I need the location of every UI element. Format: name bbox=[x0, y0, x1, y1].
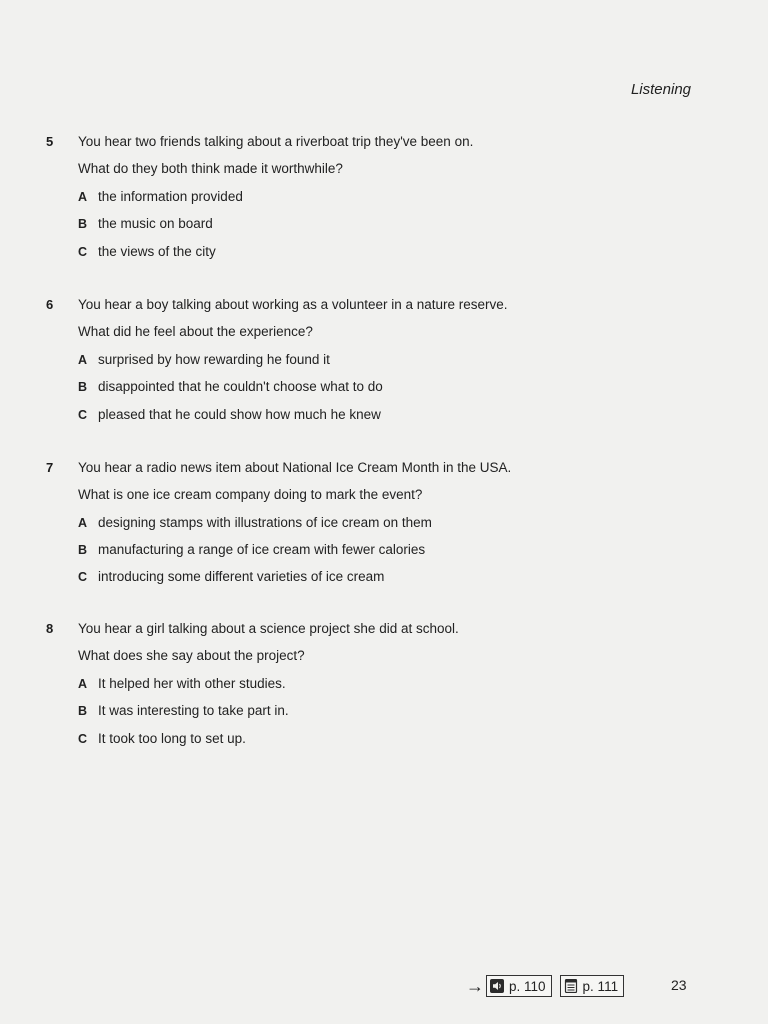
option-text: designing stamps with illustrations of ice cream on them bbox=[98, 515, 432, 530]
question-number: 8 bbox=[46, 621, 54, 636]
question-prompt: What is one ice cream company doing to mark the event? bbox=[78, 487, 423, 502]
notes-reference[interactable] bbox=[560, 975, 625, 997]
option-b[interactable] bbox=[78, 702, 289, 720]
option-text: the information provided bbox=[98, 189, 243, 204]
question-prompt: What do they both think made it worthwhile? bbox=[78, 161, 343, 176]
option-a[interactable] bbox=[78, 675, 286, 693]
option-text: the music on board bbox=[98, 216, 213, 231]
question-number: 6 bbox=[46, 297, 54, 312]
page-number: 23 bbox=[671, 977, 687, 993]
option-letter: B bbox=[78, 217, 88, 231]
option-letter: A bbox=[78, 516, 88, 530]
option-c[interactable] bbox=[78, 406, 381, 424]
option-letter: C bbox=[78, 732, 88, 746]
question-stem: You hear a boy talking about working as a volunteer in a nature reserve. bbox=[78, 297, 508, 312]
notebook-icon bbox=[564, 979, 578, 993]
arrow-right-icon: → bbox=[466, 976, 484, 996]
question-number: 7 bbox=[46, 460, 54, 475]
reference-label: p. 110 bbox=[509, 978, 546, 994]
option-letter: B bbox=[78, 380, 88, 394]
speaker-icon bbox=[490, 979, 504, 993]
audioscript-reference[interactable] bbox=[486, 975, 552, 997]
option-text: disappointed that he couldn't choose what to do bbox=[98, 379, 383, 394]
option-text: It took too long to set up. bbox=[98, 731, 246, 746]
option-a[interactable] bbox=[78, 188, 243, 206]
question-stem: You hear a girl talking about a science project she did at school. bbox=[78, 621, 459, 636]
option-text: manufacturing a range of ice cream with fewer calories bbox=[98, 542, 426, 557]
option-c[interactable] bbox=[78, 730, 246, 748]
option-letter: C bbox=[78, 570, 88, 584]
page-references bbox=[466, 974, 632, 998]
option-letter: C bbox=[78, 245, 88, 259]
option-b[interactable] bbox=[78, 541, 425, 559]
question-prompt: What does she say about the project? bbox=[78, 648, 305, 663]
option-a[interactable] bbox=[78, 351, 330, 369]
option-letter: B bbox=[78, 543, 88, 557]
option-letter: A bbox=[78, 677, 88, 691]
reference-label: p. 111 bbox=[582, 978, 619, 994]
question-stem: You hear two friends talking about a riverboat trip they've been on. bbox=[78, 134, 474, 149]
option-text: the views of the city bbox=[98, 244, 216, 259]
question-prompt: What did he feel about the experience? bbox=[78, 324, 313, 339]
question-stem: You hear a radio news item about National Ice Cream Month in the USA. bbox=[78, 460, 512, 475]
option-letter: C bbox=[78, 408, 88, 422]
option-a[interactable] bbox=[78, 514, 432, 532]
option-c[interactable] bbox=[78, 568, 384, 586]
option-letter: A bbox=[78, 353, 88, 367]
section-title: Listening bbox=[630, 81, 691, 98]
option-text: pleased that he could show how much he knew bbox=[98, 407, 381, 422]
option-b[interactable] bbox=[78, 215, 213, 233]
option-c[interactable] bbox=[78, 243, 216, 261]
option-text: It helped her with other studies. bbox=[98, 676, 286, 691]
option-letter: B bbox=[78, 704, 88, 718]
option-text: It was interesting to take part in. bbox=[98, 703, 289, 718]
option-letter: A bbox=[78, 190, 88, 204]
option-text: surprised by how rewarding he found it bbox=[98, 352, 330, 367]
question-number: 5 bbox=[46, 134, 54, 149]
option-b[interactable] bbox=[78, 378, 383, 396]
option-text: introducing some different varieties of ice cream bbox=[98, 569, 385, 584]
